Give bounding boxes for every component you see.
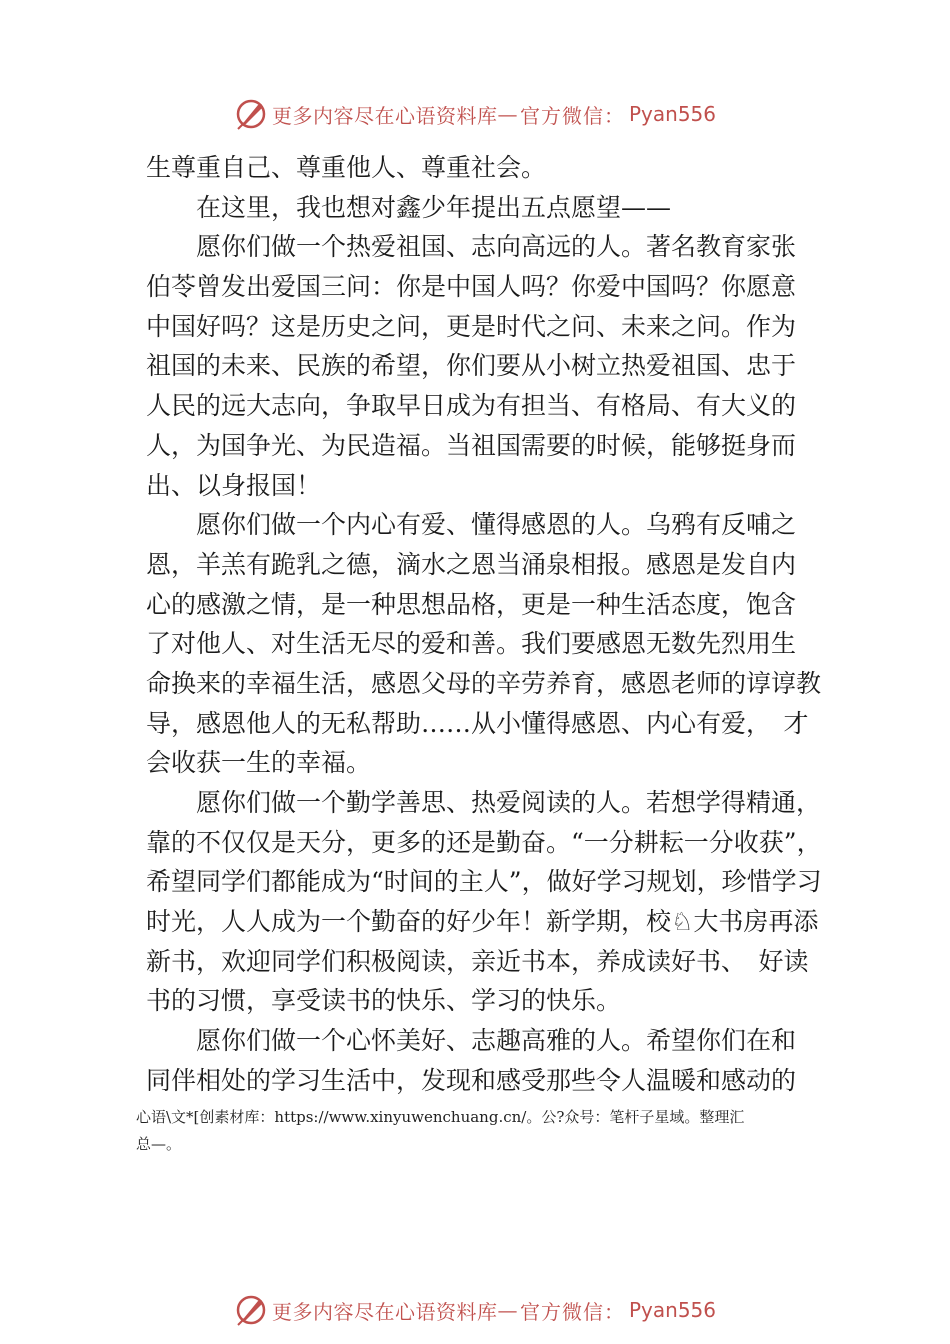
text-line: 伯苓曾发出爱国三问：你是中国人吗？你爱中国吗？你愿意 (146, 272, 797, 302)
text-line: 人民的远大志向，争取早日成为有担当、有格局、有大义的 (146, 391, 797, 421)
text-line: 愿你们做一个心怀美好、志趣高雅的人。希望你们在和 (146, 1026, 797, 1056)
footer-banner (0, 1292, 950, 1328)
footer-wechat-label: 官方微信： (519, 1299, 625, 1324)
text-line: 导，感恩他人的无私帮助……从小懂得感恩、内心有爱， 才 (146, 708, 809, 738)
text-line: 会收获一生的幸福。 (146, 748, 372, 778)
text-line: 时光，人人成为一个勤奋的好少年！新学期，校♘大书房再添 (146, 907, 819, 937)
text-line: 同伴相处的学习生活中，发现和感受那些令人温暖和感动的 (146, 1065, 797, 1095)
footer-dash: — (497, 1298, 518, 1322)
text-line: 书的习惯，享受读书的快乐、学习的快乐。 (146, 986, 622, 1016)
text-line: 人，为国争光、为民造福。当祖国需要的时候，能够挺身而 (146, 430, 797, 460)
quill-logo-icon (234, 97, 268, 131)
footer-title: 更多内容尽在心语资料库 (271, 1299, 498, 1324)
document-body (146, 148, 826, 1101)
text-line: 心的感激之情，是一种思想品格，更是一种生活态度，饱含 (146, 589, 797, 619)
header-wechat-label: 官方微信： (519, 103, 625, 128)
text-line: 命换来的幸福生活，感恩父母的辛劳养育，感恩老师的谆谆教 (146, 668, 822, 698)
source-note (136, 1104, 826, 1158)
text-line: 愿你们做一个内心有爱、懂得感恩的人。乌鸦有反哺之 (146, 510, 797, 540)
text-line: 恩，羊羔有跪乳之德，滴水之恩当涌泉相报。感恩是发自内 (146, 549, 797, 579)
source-note-line: 总—。 (136, 1135, 182, 1153)
text-line: 祖国的未来、民族的希望，你们要从小树立热爱祖国、忠于 (146, 351, 797, 381)
text-line: 愿你们做一个热爱祖国、志向高远的人。著名教育家张 (146, 232, 797, 262)
header-dash: — (497, 102, 518, 126)
header-title: 更多内容尽在心语资料库 (271, 103, 498, 128)
text-line: 愿你们做一个勤学善思、热爱阅读的人。若想学得精通， (146, 788, 822, 817)
footer-wechat-id: Pyan556 (628, 1298, 716, 1322)
quill-logo-icon (234, 1293, 268, 1327)
text-line: 新书，欢迎同学们积极阅读，亲近书本，养成读好书、 好读 (146, 946, 809, 976)
text-line: 希望同学们都能成为“时间的主人”，做好学习规划，珍惜学习 (146, 867, 822, 897)
text-line: 了对他人、对生活无尽的爱和善。我们要感恩无数先烈用生 (146, 629, 797, 659)
text-line: 在这里，我也想对鑫少年提出五点愿望—— (146, 192, 672, 222)
text-line: 出、以身报国！ (146, 470, 322, 500)
text-line: 中国好吗？这是历史之问，更是时代之问、未来之问。作为 (146, 311, 797, 341)
header-banner (0, 96, 950, 132)
text-line: 靠的不仅仅是天分，更多的还是勤奋。“一分耕耘一分收获”， (146, 827, 822, 857)
text-line: 生尊重自己、尊重他人、尊重社会。 (146, 153, 547, 182)
source-note-line: 心语\文*[创素材库：https://www.xinyuwenchuang.cn/。公?众号：笔杆子星域。整理汇 (136, 1108, 745, 1126)
header-wechat-id: Pyan556 (628, 102, 716, 126)
